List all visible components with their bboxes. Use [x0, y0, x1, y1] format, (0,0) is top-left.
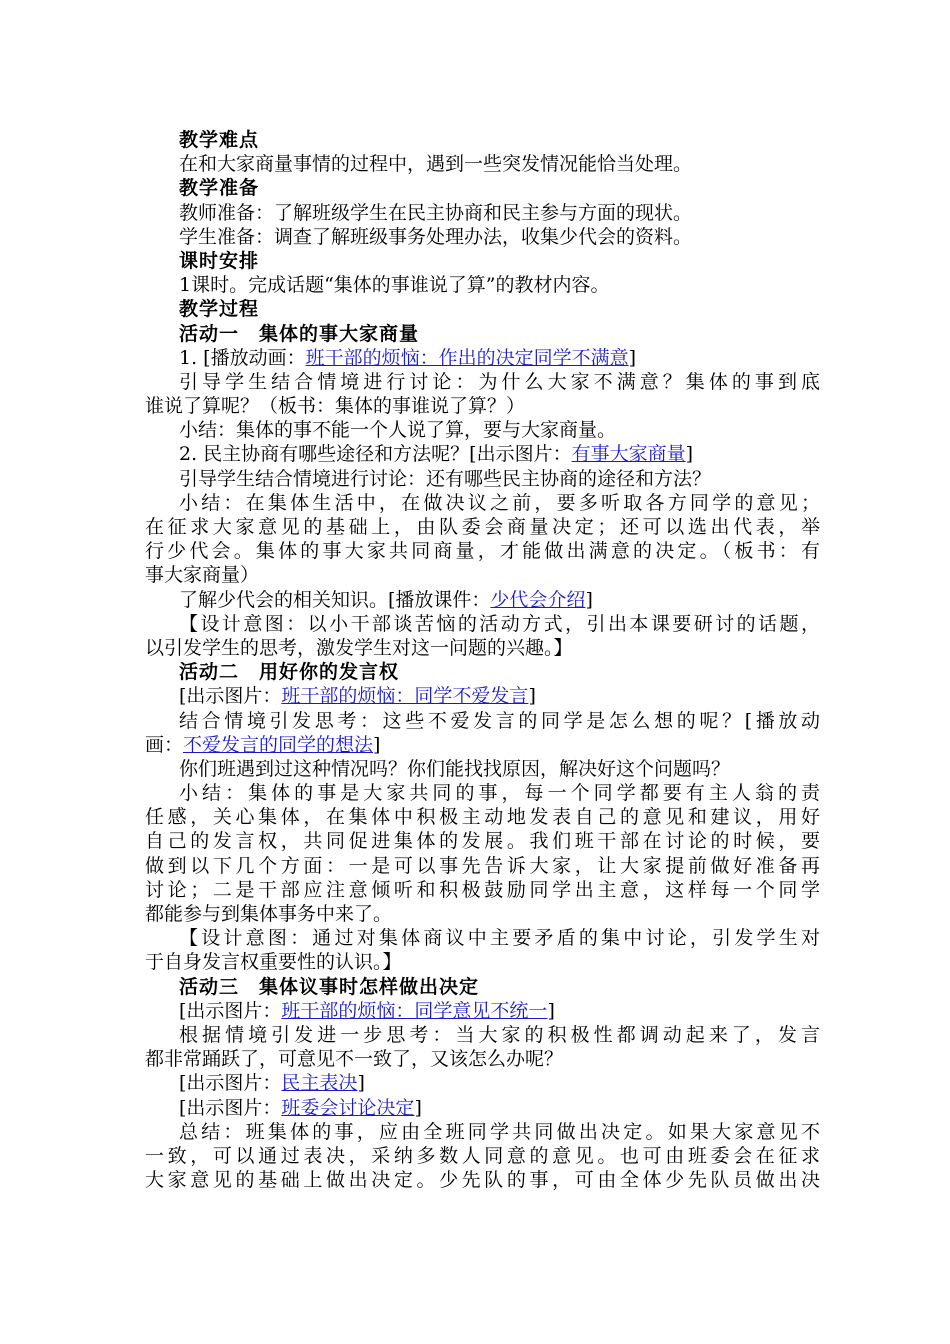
line-text: 教师准备：了解班级学生在民主协商和民主参与方面的现状。 [179, 201, 693, 224]
resource-link[interactable]: 班干部的烦恼：作出的决定同学不满意 [305, 346, 629, 369]
line-text: 【设计意图：以小干部谈苦恼的活动方式，引出本课要研讨的话题， [179, 612, 820, 635]
text-line [145, 612, 820, 636]
section-heading [145, 297, 820, 321]
text-line [145, 1144, 820, 1168]
line-text: 【设计意图：通过对集体商议中主要矛盾的集中讨论，引发学生对 [179, 927, 820, 950]
text-line [145, 418, 820, 442]
text-line [145, 346, 820, 370]
line-text: 2. 民主协商有哪些途径和方法呢？[出示图片： [179, 443, 572, 466]
line-text: 讨论；二是干部应注意倾听和积极鼓励同学出主意，这样每一个同学 [145, 878, 820, 901]
line-text: 1课时。完成话题“集体的事谁说了算”的教材内容。 [179, 274, 610, 297]
text-line [145, 781, 820, 805]
text-line [145, 394, 820, 418]
text-line [145, 684, 820, 708]
line-text: 活动二 用好你的发言权 [179, 661, 400, 684]
text-line [145, 588, 820, 612]
section-heading [145, 660, 820, 684]
closing-bracket: ] [528, 685, 536, 708]
text-line [145, 757, 820, 781]
line-text: 小结：在集体生活中，在做决议之前，要多听取各方同学的意见； [179, 491, 820, 514]
closing-bracket: ] [414, 1096, 422, 1119]
closing-bracket: ] [685, 443, 694, 466]
line-text: 学生准备：调查了解班级事务处理办法，收集少代会的资料。 [179, 225, 693, 248]
text-line [145, 1120, 820, 1144]
line-text: 结合情境引发思考：这些不爱发言的同学是怎么想的呢？[播放动 [179, 709, 820, 732]
line-text: 引导学生结合情境进行讨论：还有哪些民主协商的途径和方法？ [179, 467, 712, 490]
line-text: 活动三 集体议事时怎样做出决定 [179, 975, 480, 998]
line-text: 在征求大家意见的基础上，由队委会商量决定；还可以选出代表，举 [145, 516, 820, 538]
text-line [145, 225, 820, 249]
section-heading [145, 249, 820, 273]
text-line [145, 539, 820, 563]
line-text: 你们班遇到过这种情况吗？你们能找找原因，解决好这个问题吗？ [179, 757, 731, 780]
text-line [145, 636, 820, 660]
line-text: 课时安排 [179, 249, 260, 272]
text-line [145, 442, 820, 466]
text-line [145, 999, 820, 1023]
text-line [145, 515, 820, 539]
line-text: [出示图片： [179, 1072, 282, 1095]
line-text: [出示图片： [179, 685, 282, 708]
text-line [145, 491, 820, 515]
closing-bracket: ] [357, 1072, 365, 1095]
line-text: 事大家商量） [145, 564, 260, 587]
closing-bracket: ] [547, 999, 555, 1022]
closing-bracket: ] [373, 733, 381, 756]
line-text: 都非常踊跃了，可意见不一致了，又该怎么办呢？ [145, 1048, 564, 1071]
line-text: [出示图片： [179, 1096, 282, 1119]
text-line [145, 878, 820, 902]
line-text: 自己的发言权，共同促进集体的发展。我们班干部在讨论的时候，要 [145, 830, 820, 853]
text-line [145, 926, 820, 950]
closing-bracket: ] [585, 588, 593, 611]
text-line [145, 733, 820, 757]
text-line [145, 854, 820, 878]
text-line [145, 152, 820, 176]
text-line [145, 1168, 820, 1192]
section-heading [145, 128, 820, 152]
line-text: [出示图片： [179, 999, 282, 1022]
closing-bracket: ] [628, 346, 637, 369]
line-text: 在和大家商量事情的过程中，遇到一些突发情况能恰当处理。 [179, 153, 693, 176]
resource-link[interactable]: 班干部的烦恼：同学不爱发言 [281, 685, 529, 708]
line-text: 于自身发言权重要性的认识。】 [145, 951, 402, 974]
text-line [145, 273, 820, 297]
line-text: 大家意见的基础上做出决定。少先队的事，可由全体少先队员做出决 [145, 1169, 820, 1192]
text-line [145, 1096, 820, 1120]
line-text: 了解少代会的相关知识。[播放课件： [179, 588, 491, 611]
text-line [145, 370, 820, 394]
line-text: 画： [145, 733, 184, 756]
line-text: 引导学生结合情境进行讨论：为什么大家不满意？集体的事到底 [179, 370, 820, 393]
line-text: 都能参与到集体事务中来了。 [145, 903, 393, 925]
line-text: 1. [播放动画： [179, 346, 306, 369]
text-line [145, 829, 820, 853]
text-line [145, 467, 820, 491]
text-line [145, 1071, 820, 1095]
text-line [145, 1023, 820, 1047]
line-text: 教学难点 [179, 129, 260, 151]
resource-link[interactable]: 民主表决 [281, 1072, 358, 1095]
resource-link[interactable]: 班干部的烦恼：同学意见不统一 [281, 999, 548, 1022]
line-text: 总结：班集体的事，应由全班同学共同做出决定。如果大家意见不 [179, 1120, 820, 1143]
section-heading [145, 322, 820, 346]
text-line [145, 201, 820, 225]
document-page [145, 128, 820, 1192]
text-line [145, 709, 820, 733]
line-text: 根据情境引发进一步思考：当大家的积极性都调动起来了，发言 [179, 1023, 820, 1046]
line-text: 教学过程 [179, 298, 260, 321]
line-text: 小结：集体的事不能一个人说了算，要与大家商量。 [179, 419, 617, 442]
line-text: 以引发学生的思考，激发学生对这一问题的兴趣。】 [145, 636, 573, 659]
resource-link[interactable]: 不爱发言的同学的想法 [183, 733, 374, 756]
text-line [145, 805, 820, 829]
line-text: 小结：集体的事是大家共同的事，每一个同学都要有主人翁的责 [179, 782, 820, 805]
line-text: 任感，关心集体，在集体中积极主动地发表自己的意见和建议，用好 [145, 806, 820, 829]
line-text: 活动一 集体的事大家商量 [179, 322, 420, 345]
line-text: 行少代会。集体的事大家共同商量，才能做出满意的决定。（板书：有 [145, 540, 820, 563]
resource-link[interactable]: 少代会介绍 [490, 588, 586, 611]
line-text: 教学准备 [179, 177, 260, 200]
line-text: 谁说了算呢？（板书：集体的事谁说了算？） [145, 395, 526, 418]
text-line [145, 1047, 820, 1071]
line-text: 做到以下几个方面：一是可以事先告诉大家，让大家提前做好准备再 [145, 854, 820, 877]
line-text: 一致，可以通过表决，采纳多数人同意的意见。也可由班委会在征求 [145, 1144, 820, 1167]
text-line [145, 902, 820, 926]
text-line [145, 950, 820, 974]
resource-link[interactable]: 有事大家商量 [571, 443, 686, 466]
text-line [145, 563, 820, 587]
resource-link[interactable]: 班委会讨论决定 [281, 1096, 415, 1119]
section-heading [145, 176, 820, 200]
section-heading [145, 975, 820, 999]
